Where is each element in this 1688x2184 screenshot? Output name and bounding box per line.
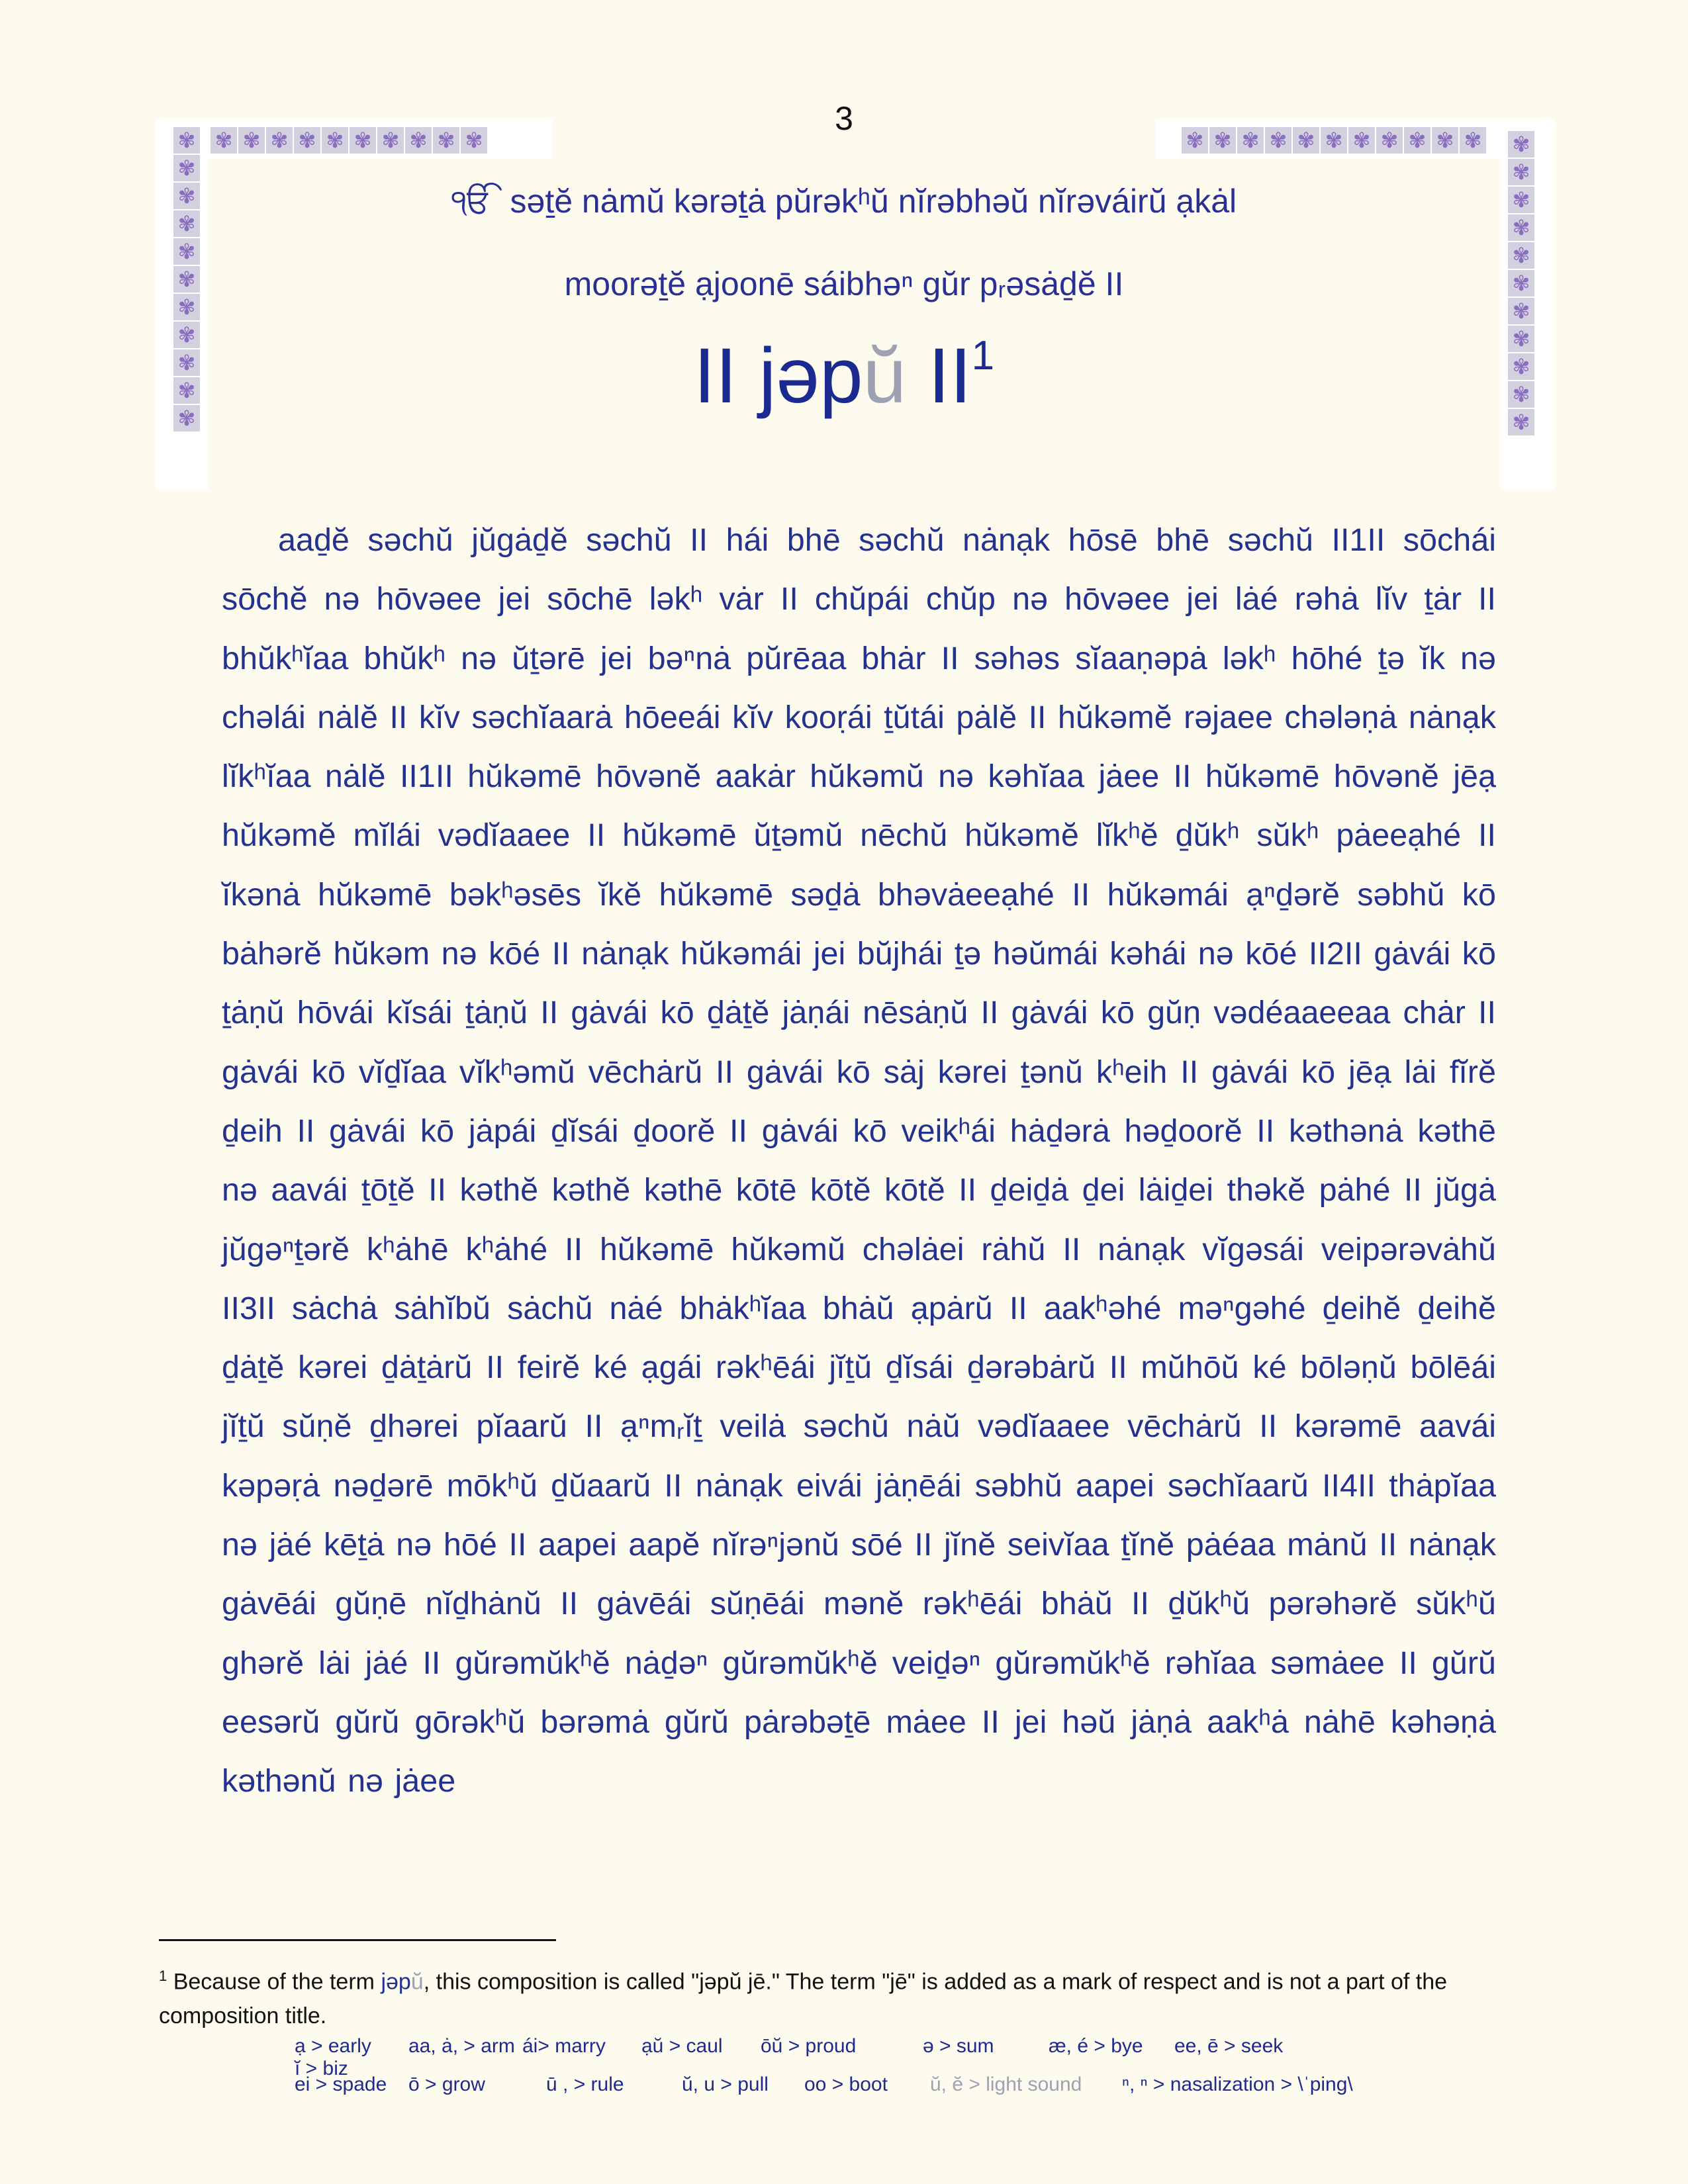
- pronunciation-legend-row-2: [295, 2073, 1519, 2096]
- legend-item: ạŭ > caul: [641, 2035, 723, 2057]
- flower-ornament-icon: ✾: [173, 377, 200, 404]
- flower-ornament-icon: ✾: [1508, 214, 1534, 241]
- flower-ornament-icon: ✾: [173, 127, 200, 154]
- flower-ornament-icon: ✾: [1404, 127, 1430, 154]
- flower-ornament-icon: ✾: [1508, 381, 1534, 408]
- flower-ornament-icon: ✾: [322, 127, 348, 154]
- flower-ornament-icon: ✾: [238, 127, 265, 154]
- legend-item: aa, ȧ, > arm: [408, 2035, 515, 2057]
- ornament-border-top-right: [1182, 127, 1486, 154]
- flower-ornament-icon: ✾: [173, 322, 200, 348]
- flower-ornament-icon: ✾: [461, 127, 487, 154]
- flower-ornament-icon: ✾: [405, 127, 432, 154]
- flower-ornament-icon: ✾: [1508, 326, 1534, 352]
- mool-mantar-line-1: ੴ səṯĕ nȧmŭ kərəṯȧ pŭrəkʰŭ nĭrəbhəŭ nĭrəváirŭ ạkȧl: [451, 183, 1237, 220]
- flower-ornament-icon: ✾: [1432, 127, 1458, 154]
- flower-ornament-icon: ✾: [173, 183, 200, 209]
- mool-mantar-line-2: moorəṯĕ ạjoonē sáibhəⁿ gŭr pᵣəsȧḏĕ II: [564, 265, 1124, 302]
- flower-ornament-icon: ✾: [173, 349, 200, 376]
- flower-ornament-icon: ✾: [1508, 187, 1534, 213]
- flower-ornament-icon: ✾: [1348, 127, 1375, 154]
- legend-item: æ, é > bye: [1049, 2035, 1143, 2057]
- flower-ornament-icon: ✾: [1376, 127, 1403, 154]
- flower-ornament-icon: ✾: [1265, 127, 1291, 154]
- legend-item: ŭ, u > pull: [682, 2073, 769, 2095]
- flower-ornament-icon: ✾: [173, 238, 200, 265]
- flower-ornament-icon: ✾: [266, 127, 293, 154]
- flower-ornament-icon: ✾: [1321, 127, 1347, 154]
- flower-ornament-icon: ✾: [173, 294, 200, 320]
- legend-item: ĭ > biz: [295, 2058, 348, 2079]
- flower-ornament-icon: ✾: [1508, 159, 1534, 185]
- japji-text-body: aaḏĕ səchŭ jŭgȧḏĕ səchŭ II hái bhē səchŭ nȧnạk hōsē bhē səchŭ II1II sōchái sōchĕ nə hōvəee jei sōchē ləkʰ vȧr II chŭpái chŭp nə hōvəee jei lȧé rəhȧ lĭv ṯȧr II bhŭkʰĭaa bhŭkʰ nə ŭṯərē jei bəⁿnȧ pŭrēaa bhȧr II səhəs sĭaaṇəpȧ ləkʰ hōhé ṯə ĭk nə chəlái nȧlĕ II kĭv səchĭaarȧ hōeeái kĭv kooṛái ṯŭtái pȧlĕ II hŭkəmĕ rəjaee chələṇȧ nȧnạk lĭkʰĭaa nȧlĕ II1II hŭkəmē hōvənĕ aakȧr hŭkəmŭ nə kəhĭaa jȧee II hŭkəmē hōvənĕ jēạ hŭkəmĕ mĭlái vədĭaaee II hŭkəmē ŭṯəmŭ nēchŭ hŭkəmĕ lĭkʰĕ ḏŭkʰ sŭkʰ pȧeeạhé II ĭkənȧ hŭkəmē bəkʰəsēs ĭkĕ hŭkəmē səḏȧ bhəvȧeeạhé II hŭkəmái ạⁿḏərĕ səbhŭ kō bȧhərĕ hŭkəm nə kōé II nȧnạk hŭkəmái jei bŭjhái ṯə həŭmái kəhái nə kōé II2II gȧvái kō ṯȧṇŭ hōvái kĭsái ṯȧṇŭ II gȧvái kō ḏȧṯĕ jȧṇái nēsȧṇŭ II gȧvái kō gŭṇ vədéaaeeaa chȧr II gȧvái kō vĭḏĭaa vĭkʰəmŭ vēchȧrŭ II gȧvái kō sȧj kərei ṯənŭ kʰeih II gȧvái kō jēạ lȧi fĭrĕ ḏeih II gȧvái kō jȧpái ḏĭsái ḏoorĕ II gȧvái kō veikʰái hȧḏərȧ həḏoorĕ II kəthənȧ kəthē nə aavái ṯōṯĕ II kəthĕ kəthĕ kəthē kōtē kōtĕ kōtĕ II ḏeiḏȧ ḏei lȧiḏei thəkĕ pȧhé II jŭgȧ jŭgəⁿṯərĕ kʰȧhē kʰȧhé II hŭkəmē hŭkəmŭ chəlȧei rȧhŭ II nȧnạk vĭgəsái veipərəvȧhŭ II3II sȧchȧ sȧhĭbŭ sȧchŭ nȧé bhȧkʰĭaa bhȧŭ ạpȧrŭ II aakʰəhé məⁿgəhé ḏeihĕ ḏeihĕ ḏȧṯĕ kərei ḏȧṯȧrŭ II feirĕ ké ạgái rəkʰēái jĭṯŭ ḏĭsái ḏərəbȧrŭ II mŭhōŭ ké bōləṇŭ bōlēái jĭṯŭ sŭṇĕ ḏhərei pĭaarŭ II ạⁿmᵣĭṯ veilȧ səchŭ nȧŭ vədĭaaee vēchȧrŭ II kərəmē aavái kəpəṛȧ nəḏərē mōkʰŭ ḏŭaarŭ II nȧnạk eivái jȧṇēái səbhŭ aapei səchĭaarŭ II4II thȧpĭaa nə jȧé kēṯȧ nə hōé II aapei aapĕ nĭrəⁿjənŭ sōé II jĭnĕ seivĭaa ṯĭnĕ pȧéaa mȧnŭ II nȧnạk gȧvēái gŭṇē nĭḏhȧnŭ II gȧvēái sŭṇēái mənĕ rəkʰēái bhȧŭ II ḏŭkʰŭ pərəhərĕ sŭkʰŭ ghərĕ lȧi jȧé II gŭrəmŭkʰĕ nȧḏəⁿ gŭrəmŭkʰĕ veiḏəⁿ gŭrəmŭkʰĕ rəhĭaa səmȧee II gŭrŭ eesərŭ gŭrŭ gōrəkʰŭ bərəmȧ gŭrŭ pȧrəbəṯē mȧee II jei həŭ jȧṇȧ aakʰȧ nȧhē kəhəṇȧ kəthənŭ nə jȧee: [222, 522, 1496, 1799]
- flower-ornament-icon: ✾: [1508, 131, 1534, 158]
- flower-ornament-icon: ✾: [211, 127, 237, 154]
- flower-ornament-icon: ✾: [173, 210, 200, 237]
- legend-item: ŭ, ĕ > light sound: [930, 2073, 1082, 2095]
- flower-ornament-icon: ✾: [173, 155, 200, 181]
- legend-item: ō > grow: [408, 2073, 485, 2095]
- legend-item: oo > boot: [804, 2073, 888, 2095]
- footnote: $^1$ Because of the term jəpŭ, this composition is called "jəpŭ jē." The term "jē" is added as a mark of respect and is not a part of the composition title.: [159, 1968, 1448, 2029]
- ornament-border-top-left: [211, 127, 487, 154]
- legend-item: ū , > rule: [546, 2073, 624, 2095]
- flower-ornament-icon: ✾: [433, 127, 459, 154]
- page-number: 3: [835, 100, 853, 137]
- legend-item: ái> marry: [522, 2035, 606, 2057]
- flower-ornament-icon: ✾: [173, 266, 200, 293]
- footnote-ref: 1: [971, 332, 995, 379]
- legend-item: ōŭ > proud: [761, 2035, 857, 2057]
- legend-item: ə > sum: [923, 2035, 994, 2057]
- flower-ornament-icon: ✾: [377, 127, 404, 154]
- flower-ornament-icon: ✾: [1182, 127, 1208, 154]
- flower-ornament-icon: ✾: [294, 127, 320, 154]
- flower-ornament-icon: ✾: [173, 405, 200, 432]
- flower-ornament-icon: ✾: [350, 127, 376, 154]
- ik-onkar-symbol: ੴ: [451, 183, 492, 220]
- flower-ornament-icon: ✾: [1508, 242, 1534, 269]
- legend-item: ei > spade: [295, 2073, 387, 2095]
- flower-ornament-icon: ✾: [1508, 270, 1534, 296]
- legend-item: ⁿ, ⁿ > nasalization > \ˈping\: [1122, 2073, 1353, 2095]
- footnote-divider: [159, 1939, 556, 1941]
- legend-item: ee, ē > seek: [1174, 2035, 1284, 2057]
- page-title: II jəpŭ $II^1$: [693, 332, 995, 420]
- flower-ornament-icon: ✾: [1508, 409, 1534, 435]
- flower-ornament-icon: ✾: [1508, 298, 1534, 324]
- flower-ornament-icon: ✾: [1209, 127, 1236, 154]
- legend-item: ạ > early: [295, 2035, 371, 2057]
- flower-ornament-icon: ✾: [1293, 127, 1319, 154]
- flower-ornament-icon: ✾: [1460, 127, 1486, 154]
- flower-ornament-icon: ✾: [1237, 127, 1264, 154]
- flower-ornament-icon: ✾: [1508, 353, 1534, 380]
